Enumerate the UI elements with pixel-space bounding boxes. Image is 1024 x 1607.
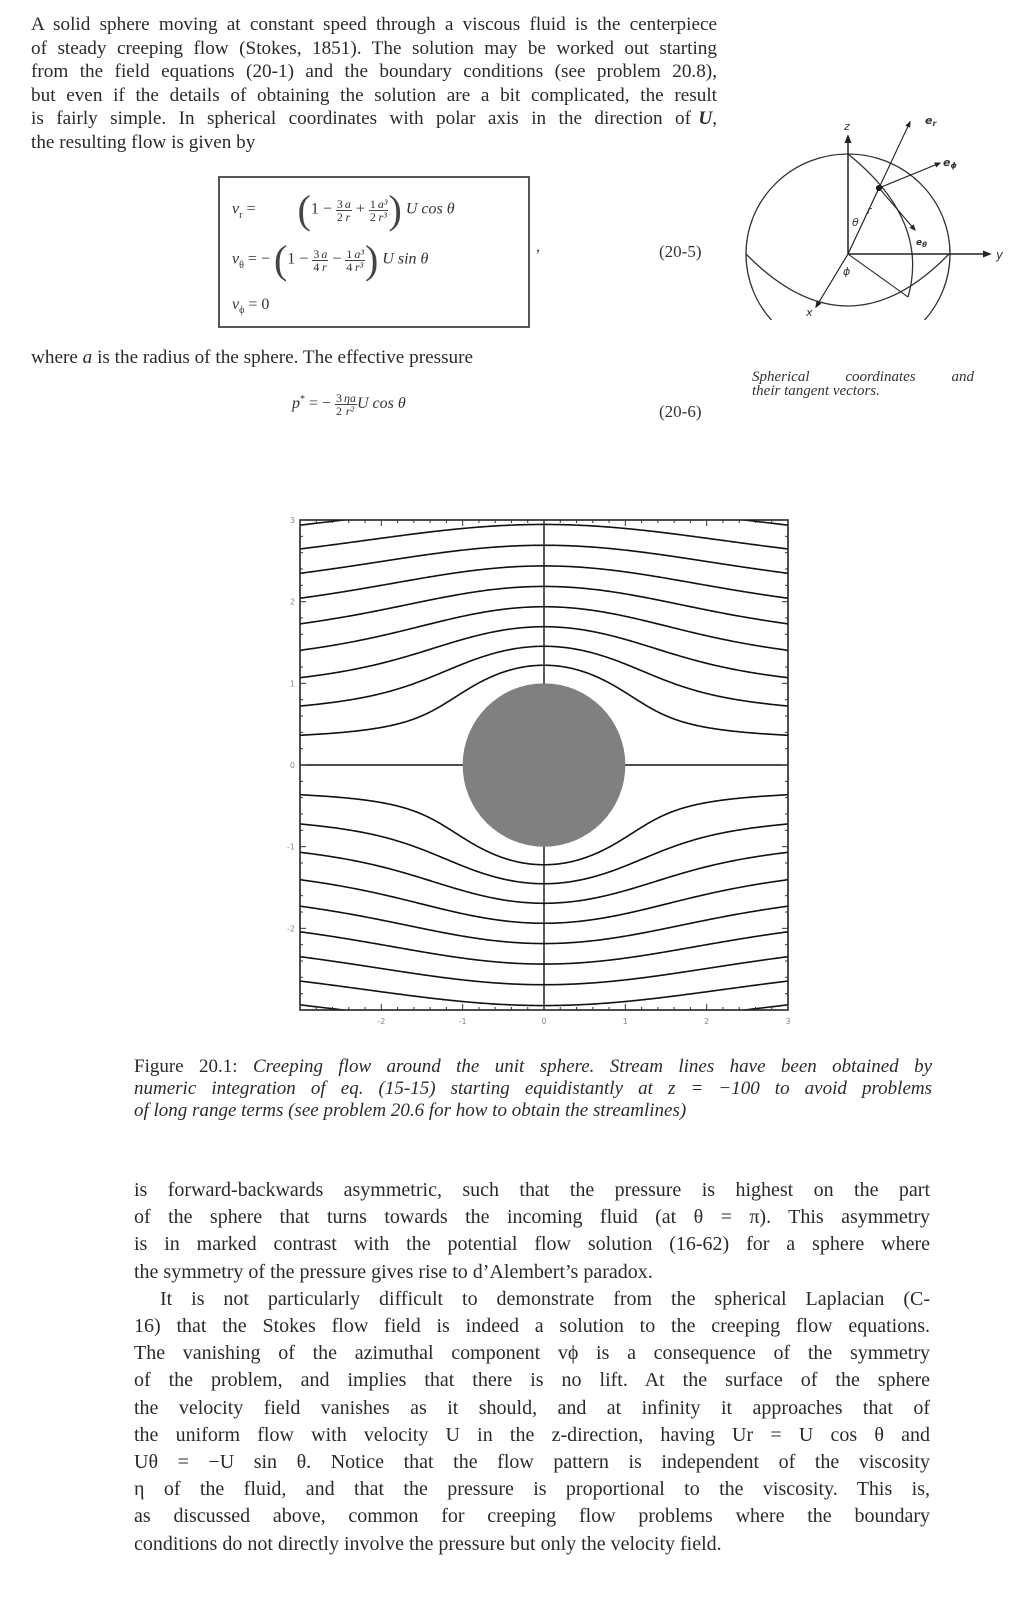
- er-label-sub: r: [932, 119, 937, 128]
- body-line: is forward-backwards asymmetric, such that the pressure is highest on the part: [134, 1179, 930, 1201]
- streamline-lower: [300, 1028, 788, 1045]
- denominator: 4: [346, 259, 353, 274]
- numerator: a: [344, 196, 351, 211]
- pressure-tail: U cos θ: [357, 395, 406, 413]
- fraction: [345, 248, 353, 273]
- phi-projection: [848, 254, 908, 297]
- vr-symbol: v: [232, 200, 240, 218]
- etheta-label: [916, 238, 927, 249]
- vr-tail: U cos θ: [405, 200, 455, 218]
- intro-line: from the field equations (20-1) and the boundary conditions (see problem 20.8),: [31, 61, 717, 83]
- vphi-subscript: ϕ: [239, 305, 245, 317]
- mid-text: [31, 346, 631, 370]
- body-line: as discussed above, common for creeping flow problems where the boundary: [134, 1505, 930, 1528]
- er-vector: [879, 122, 910, 188]
- spherical-coordinates-diagram: [740, 100, 1010, 320]
- body-line: It is not particularly difficult to demonstrate from the spherical Laplacian (C-: [160, 1287, 930, 1310]
- y-tick-label: -2: [287, 924, 295, 934]
- x-label: x: [806, 306, 813, 319]
- denominator: 2: [336, 209, 343, 224]
- numerator: a³: [354, 246, 364, 261]
- x-tick-label: 0: [541, 1017, 547, 1026]
- body-line: conditions do not directly involve the pressure but only the velocity field.: [134, 1532, 722, 1555]
- x-tick-label: 2: [704, 1017, 710, 1026]
- vr-subscript: r: [239, 209, 243, 221]
- numerator: 1: [369, 196, 376, 211]
- intro-line: is fairly simple. In spherical coordinates with polar axis in the direction of: [31, 108, 691, 130]
- etheta-vector: [879, 188, 915, 230]
- z-label: z: [844, 120, 850, 133]
- y-label: y: [996, 248, 1004, 262]
- plus: +: [355, 200, 365, 218]
- side-caption-line1: Spherical coordinates and: [752, 369, 974, 385]
- minus: −: [260, 250, 270, 268]
- fraction: [369, 198, 377, 223]
- theta-label: θ: [852, 216, 859, 229]
- fraction: [336, 198, 344, 223]
- body-line: 16) that the Stokes flow field is indeed a solution to the creeping flow equations.: [134, 1315, 930, 1338]
- velocity-vector-symbol: U: [698, 108, 713, 130]
- caption-line: [134, 1056, 932, 1078]
- denominator: 2: [336, 404, 343, 418]
- pressure-symbol: p: [292, 395, 300, 413]
- side-caption-line2: their tangent vectors.: [752, 383, 880, 399]
- r-label: r: [867, 204, 872, 217]
- numerator: 3: [336, 391, 343, 405]
- mid-text-post: is the radius of the sphere. The effective pressure: [92, 347, 474, 368]
- x-axis: [816, 254, 851, 307]
- numerator: ηa: [344, 391, 356, 405]
- streamline-chart: [270, 505, 810, 1045]
- fraction: [320, 248, 328, 273]
- ephi-label-sub: ϕ: [950, 161, 957, 170]
- equals-minus: = −: [309, 395, 332, 413]
- body-line: of the sphere that turns towards the incoming fluid (at θ = π). This asymmetry: [134, 1206, 930, 1229]
- paren-close: ): [388, 187, 402, 232]
- radius-symbol: a: [82, 347, 93, 368]
- vphi-symbol: v: [232, 296, 240, 313]
- ephi-vector: [879, 163, 940, 188]
- numerator: a: [321, 246, 328, 261]
- minus: −: [299, 250, 309, 268]
- denominator: r²: [345, 404, 355, 418]
- caption-line: of long range terms (see problem 20.6 for how to obtain the streamlines): [134, 1100, 687, 1121]
- side-figure-caption: [752, 370, 974, 398]
- denominator: r³: [355, 259, 364, 274]
- paren-close: ): [364, 237, 379, 282]
- vtheta-subscript: θ: [239, 259, 244, 271]
- intro-line: the resulting flow is given by: [31, 131, 256, 153]
- comma: ,: [712, 108, 717, 130]
- sphere: [463, 683, 626, 846]
- paren-open: (: [273, 237, 288, 282]
- y-tick-label: 3: [289, 516, 295, 525]
- vtheta-symbol: v: [232, 250, 240, 268]
- body-line: is in marked contrast with the potential flow solution (16-62) for a sphere where: [134, 1233, 930, 1256]
- intro-paragraph: [31, 13, 717, 155]
- intro-line: of steady creeping flow (Stokes, 1851). The solution may be worked out starting: [31, 37, 717, 59]
- er-label-base: e: [925, 114, 933, 127]
- y-tick-label: 2: [289, 597, 295, 607]
- numerator: a³: [377, 196, 388, 211]
- etheta-label-base: e: [916, 238, 923, 248]
- figure-label: Figure 20.1:: [134, 1056, 238, 1077]
- equals: =: [246, 200, 256, 218]
- one: 1: [287, 250, 296, 268]
- x-tick-label: 3: [785, 1017, 791, 1026]
- y-tick-label: 0: [289, 761, 295, 770]
- equation-20-5-box: [218, 176, 530, 328]
- body-line: the velocity field vanishes as it should, and at infinity it approaches that of: [134, 1396, 930, 1419]
- ephi-label-base: e: [943, 156, 951, 169]
- equation-20-6: [292, 392, 406, 417]
- y-tick-label: -1: [287, 842, 295, 852]
- body-line: the uniform flow with velocity U in the z-direction, having Ur = U cos θ and: [134, 1423, 930, 1446]
- fraction: [353, 248, 365, 273]
- phi-label: ϕ: [843, 265, 851, 278]
- body-line: Uθ = −U sin θ. Notice that the flow pattern is independent of the viscosity: [134, 1451, 930, 1474]
- equation-vphi: [232, 296, 269, 316]
- streamlines-group: [300, 505, 791, 1045]
- intro-line: but even if the details of obtaining the solution are a bit complicated, the result: [31, 84, 717, 106]
- vtheta-tail: U sin θ: [382, 250, 429, 268]
- equation-vr: [232, 187, 455, 232]
- er-label: [925, 114, 937, 128]
- body-line: η of the fluid, and that the pressure is proportional to the viscosity. This is,: [134, 1478, 930, 1501]
- fraction: [344, 198, 352, 223]
- etheta-label-sub: θ: [922, 241, 927, 249]
- equation-comma: ,: [536, 238, 540, 255]
- numerator: 1: [346, 246, 353, 261]
- y-tick-label: 1: [289, 679, 295, 689]
- mid-text-pre: where: [31, 347, 83, 368]
- x-tick-label: -2: [377, 1017, 386, 1026]
- body-line: the symmetry of the pressure gives rise to d’Alembert’s paradox.: [134, 1260, 653, 1283]
- minus: −: [332, 250, 342, 268]
- numerator: 3: [313, 246, 320, 261]
- intro-line-with-symbol: [31, 107, 717, 131]
- denominator: 2: [369, 209, 376, 224]
- star: *: [300, 393, 305, 405]
- denominator: r: [345, 209, 351, 224]
- equation-vtheta: [232, 237, 429, 282]
- fraction: [343, 392, 357, 417]
- equator-arc: [746, 254, 949, 306]
- body-line: The vanishing of the azimuthal component vϕ is a consequence of the symmetry: [134, 1342, 930, 1365]
- x-tick-label: -1: [458, 1017, 467, 1026]
- figure-caption: [134, 1056, 932, 1122]
- denominator: r: [321, 259, 327, 274]
- fraction: [312, 248, 320, 273]
- one: 1: [310, 200, 319, 218]
- minus: −: [322, 200, 332, 218]
- denominator: 4: [313, 259, 320, 274]
- numerator: 3: [336, 196, 343, 211]
- equation-number-20-5: (20-5): [659, 242, 702, 261]
- fraction: [335, 392, 343, 417]
- denominator: r³: [378, 209, 387, 224]
- equation-number-20-6: (20-6): [659, 402, 702, 421]
- caption-text: Creeping flow around the unit sphere. Stream lines have been obtained by: [252, 1056, 933, 1077]
- intro-line: A solid sphere moving at constant speed through a viscous fluid is the centerpiece: [31, 14, 717, 35]
- body-line: of the problem, and implies that there is no lift. At the surface of the sphere: [134, 1369, 930, 1392]
- vphi-rhs: = 0: [248, 296, 270, 313]
- ephi-label: [943, 156, 957, 170]
- paren-open: (: [297, 187, 311, 232]
- caption-line: numeric integration of eq. (15-15) starting equidistantly at z = −100 to avoid problems: [134, 1078, 932, 1099]
- equals: =: [247, 250, 257, 268]
- body-paragraph: [134, 1177, 930, 1558]
- x-tick-label: 1: [622, 1017, 628, 1026]
- fraction: [377, 198, 389, 223]
